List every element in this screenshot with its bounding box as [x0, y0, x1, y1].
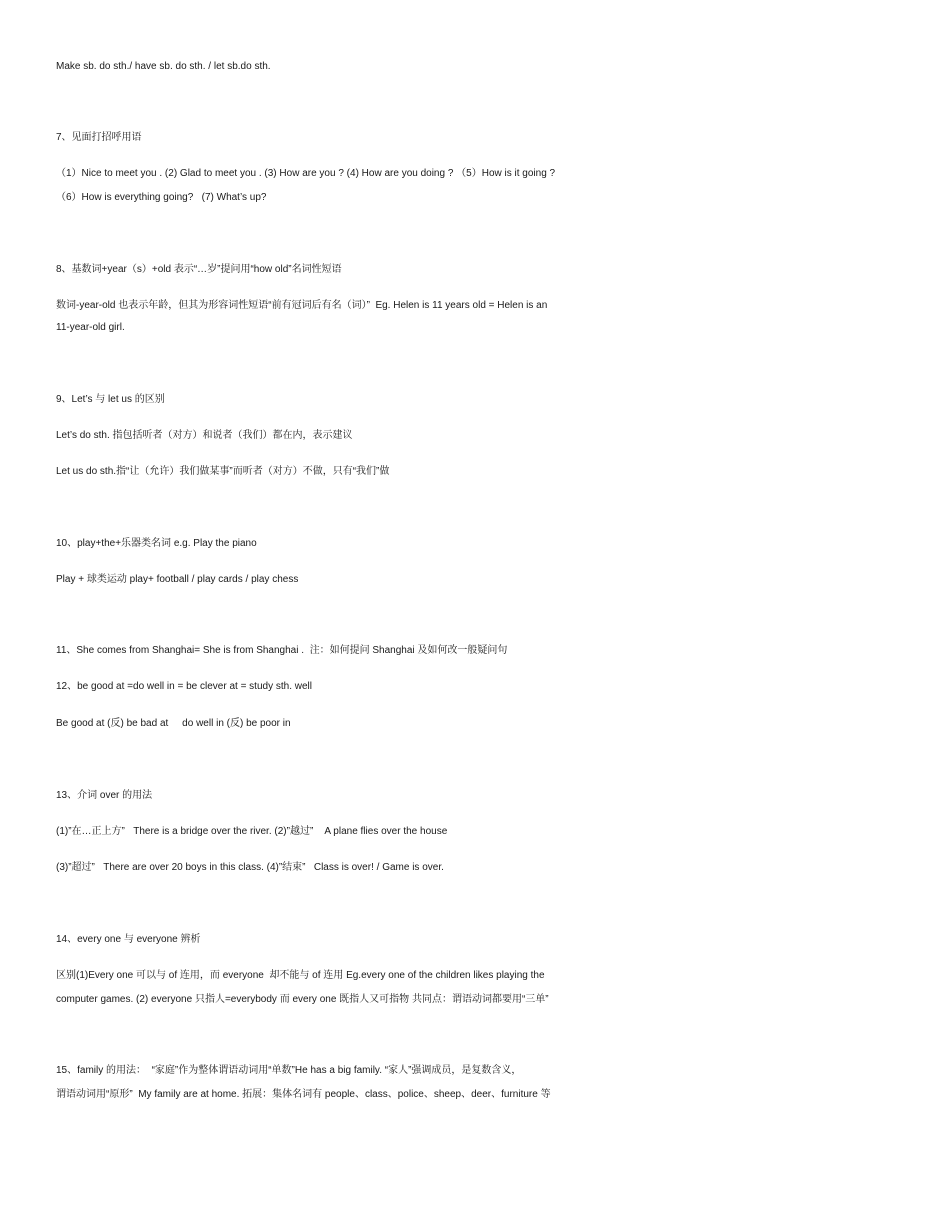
text-line: （1）Nice to meet you . (2) Glad to meet you . (3) How are you ? (4) How are you doing ? （5）How is it going ? — [56, 168, 556, 179]
section-heading-14: 14、every one 与 everyone 辨析 — [56, 934, 201, 945]
section-heading-15: 15、family 的用法： “家庭”作为整体谓语动词用“单数”He has a big family. “家人”强调成员，是复数含义， — [56, 1065, 522, 1076]
text-line: (3)”超过” There are over 20 boys in this class. (4)”结束” Class is over! / Game is over. — [56, 862, 444, 873]
text-line: computer games. (2) everyone 只指人=everybody 而 every one 既指人又可指物 共同点：谓语动词都要用“三单” — [56, 994, 549, 1005]
text-line: 区别(1)Every one 可以与 of 连用，而 everyone 却不能与 of 连用 Eg.every one of the children likes playing the — [56, 970, 545, 981]
section-heading-9: 9、Let’s 与 let us 的区别 — [56, 394, 165, 405]
section-heading-12: 12、be good at =do well in = be clever at = study sth. well — [56, 681, 312, 692]
text-line: （6）How is everything going? (7) What’s up? — [56, 192, 267, 203]
text-line: 11-year-old girl. — [56, 322, 125, 333]
text-line: Let’s do sth. 指包括听者（对方）和说者（我们）都在内，表示建议 — [56, 430, 353, 441]
text-line: Be good at (反) be bad at do well in (反) be poor in — [56, 718, 291, 729]
text-line: Play + 球类运动 play+ football / play cards / play chess — [56, 574, 299, 585]
text-line: Let us do sth.指“让（允许）我们做某事”而听者（对方）不做，只有“我们”做 — [56, 466, 390, 477]
text-line: Make sb. do sth./ have sb. do sth. / let sb.do sth. — [56, 61, 271, 72]
section-heading-10: 10、play+the+乐器类名词 e.g. Play the piano — [56, 538, 257, 549]
text-line: 谓语动词用“原形” My family are at home. 拓展：集体名词有 people、class、police、sheep、deer、furniture 等 — [56, 1089, 551, 1100]
section-heading-11: 11、She comes from Shanghai= She is from Shanghai . 注：如何提问 Shanghai 及如何改一般疑问句 — [56, 645, 508, 656]
text-line: (1)”在…正上方” There is a bridge over the river. (2)”越过” A plane flies over the house — [56, 826, 448, 837]
text-line: 数词-year-old 也表示年龄，但其为形容词性短语“前有冠词后有名（词）” Eg. Helen is 11 years old = Helen is an — [56, 300, 548, 311]
section-heading-7: 7、见面打招呼用语 — [56, 132, 142, 143]
section-heading-13: 13、介词 over 的用法 — [56, 790, 153, 801]
section-heading-8: 8、基数词+year（s）+old 表示“…岁”提问用“how old”名词性短语 — [56, 264, 342, 275]
